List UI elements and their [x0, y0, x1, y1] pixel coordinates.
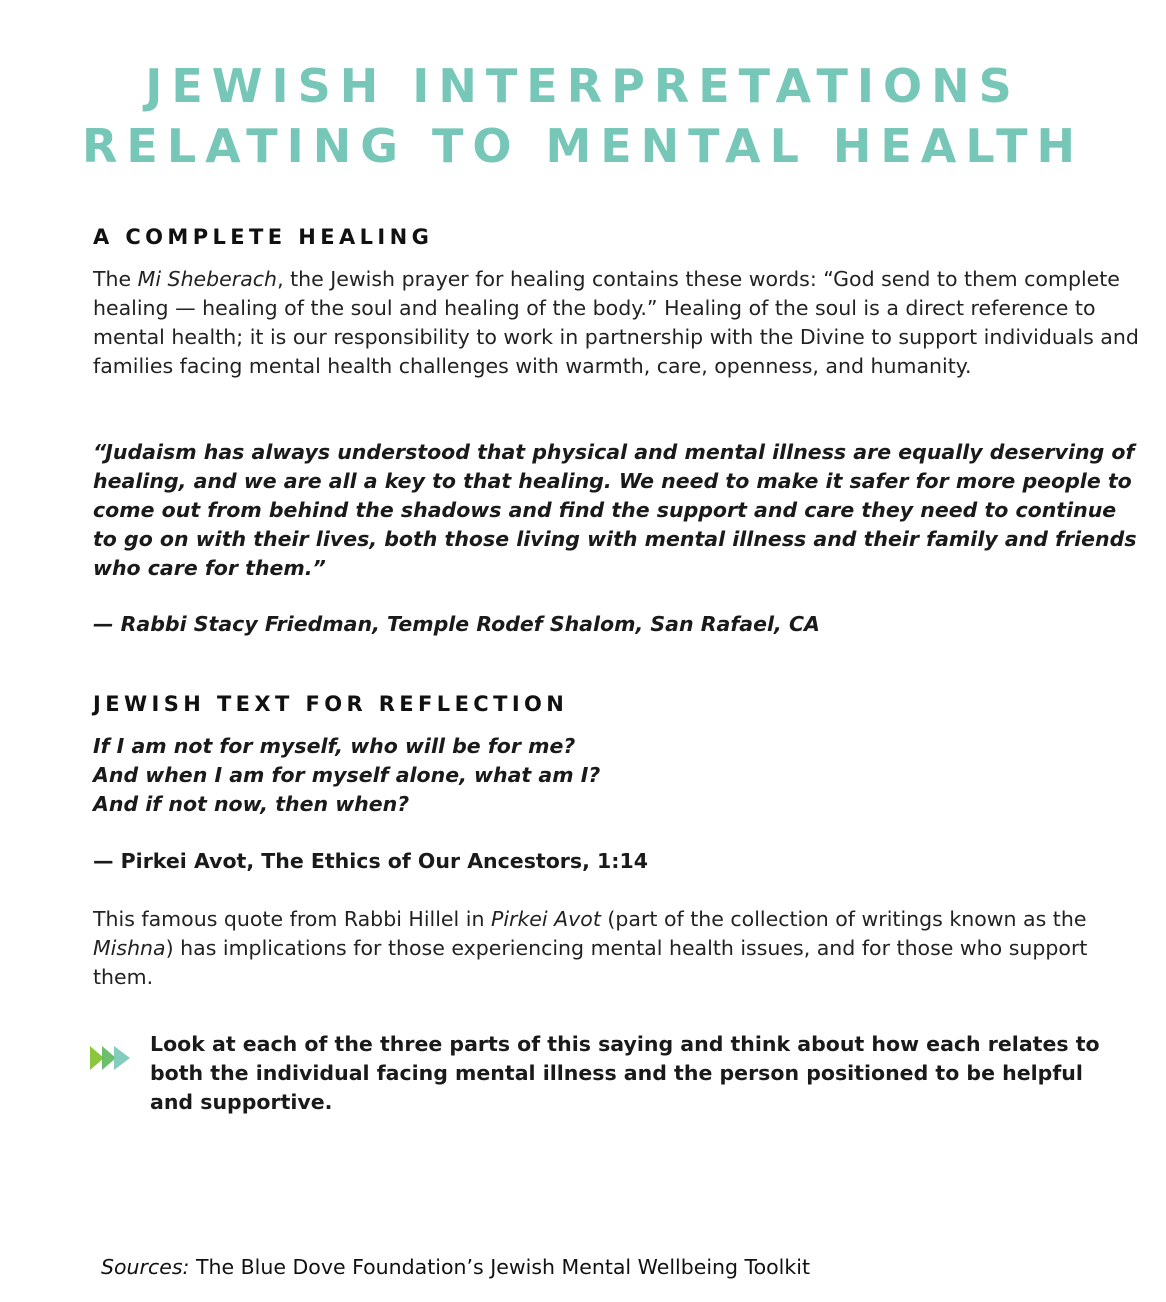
reflection-verse: [93, 732, 1143, 819]
hillel-paragraph: [93, 905, 1143, 992]
verse-line: If I am not for myself, who will be for me?: [93, 734, 576, 758]
paragraph-text: , the Jewish prayer for healing contains these words: “God send to them complete healing — healing of the soul and healing of the body.” Healing of the soul is a direct reference to mental health; it is our responsibility to work in partnership with the Divine to support individuals and families facing mental health challenges with warmth, care, openness, and humanity.: [93, 267, 1139, 378]
triple-arrow-icon: [90, 1044, 134, 1072]
mi-sheberach-paragraph: [93, 265, 1143, 381]
mishna-term: Mishna: [93, 936, 166, 960]
verse-line: And if not now, then when?: [93, 792, 410, 816]
section-heading-reflection: JEWISH TEXT FOR REFLECTION: [93, 692, 569, 716]
mi-sheberach-term: Mi Sheberach: [137, 267, 278, 291]
sources-text: The Blue Dove Foundation’s Jewish Mental Wellbeing Toolkit: [189, 1255, 810, 1279]
rabbi-quote: “Judaism has always understood that physical and mental illness are equally deserving of healing, and we are all a key to that healing. We need to make it safer for more people to come out from behind the shadows and find the support and care they need to continue to go on with their lives, both those living with mental illness and their family and friends who care for them.”: [93, 440, 1137, 580]
sources-label: Sources:: [101, 1255, 190, 1279]
paragraph-text: ) has implications for those experiencing mental health issues, and for those who support them.: [93, 936, 1088, 989]
verse-line: And when I am for myself alone, what am I?: [93, 763, 601, 787]
paragraph-text: This famous quote from Rabbi Hillel in: [93, 907, 491, 931]
sources-line: [101, 1253, 810, 1282]
verse-attribution: — Pirkei Avot, The Ethics of Our Ancestors, 1:14: [93, 849, 649, 873]
quote-attribution: — Rabbi Stacy Friedman, Temple Rodef Shalom, San Rafael, CA: [93, 612, 820, 636]
paragraph-text: (part of the collection of writings known as the: [600, 907, 1087, 931]
pirkei-avot-term: Pirkei Avot: [490, 907, 601, 931]
paragraph-text: The: [93, 267, 138, 291]
reflection-prompt: Look at each of the three parts of this saying and think about how each relates to both the individual facing mental illness and the person positioned to be helpful and supportive.: [150, 1032, 1100, 1114]
section-heading-complete-healing: A COMPLETE HEALING: [93, 225, 434, 249]
page-title: [0, 56, 1166, 176]
page-title-line-2: RELATING TO MENTAL HEALTH: [82, 119, 1084, 173]
page-title-line-1: JEWISH INTERPRETATIONS: [145, 59, 1021, 113]
